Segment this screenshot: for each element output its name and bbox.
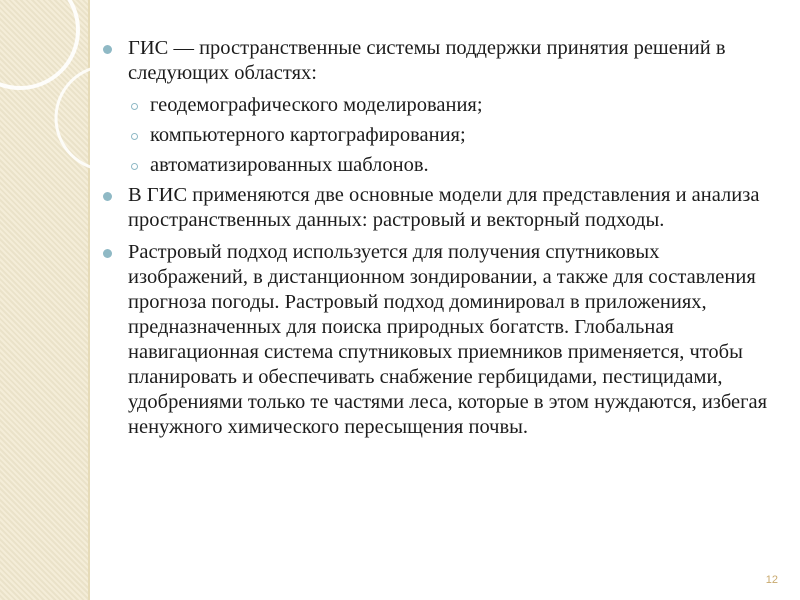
ring-bullet-icon	[131, 133, 138, 140]
sub-item	[100, 153, 780, 178]
bullet-text: В ГИС применяются две основные модели для представления и анализа пространственных данных: растровый и векторный подходы.	[128, 184, 760, 231]
sub-item-text: компьютерного картографирования;	[150, 124, 466, 146]
slide-body	[100, 36, 780, 447]
bullet-dot-icon	[103, 192, 112, 201]
sub-item-text: автоматизированных шаблонов.	[150, 154, 429, 176]
bullet-raster-approach	[100, 240, 780, 440]
ring-bullet-icon	[131, 163, 138, 170]
bullet-models	[100, 183, 780, 233]
sub-item	[100, 123, 780, 148]
bullet-text: ГИС — пространственные системы поддержки принятия решений в следующих областях:	[128, 37, 726, 84]
ring-bullet-icon	[131, 103, 138, 110]
bullet-dot-icon	[103, 45, 112, 54]
sub-item	[100, 93, 780, 118]
page-number: 12	[765, 574, 778, 586]
bullet-text: Растровый подход используется для получения спутниковых изображений, в дистанционном зондировании, а также для составления прогноза погоды. Растровый подход доминировал в приложениях, предназначенных для поиска природных богатств. Глобальная навигационная система спутниковых приемников применяется, чтобы планировать и обеспечивать снабжение гербицидами, пестицидами, удобрениями только те частями леса, которые в этом нуждаются, избегая ненужного химического пересыщения почвы.	[128, 241, 768, 438]
bullet-dot-icon	[103, 249, 112, 258]
bullet-gis-definition	[100, 36, 780, 86]
sub-item-text: геодемографического моделирования;	[150, 94, 483, 116]
